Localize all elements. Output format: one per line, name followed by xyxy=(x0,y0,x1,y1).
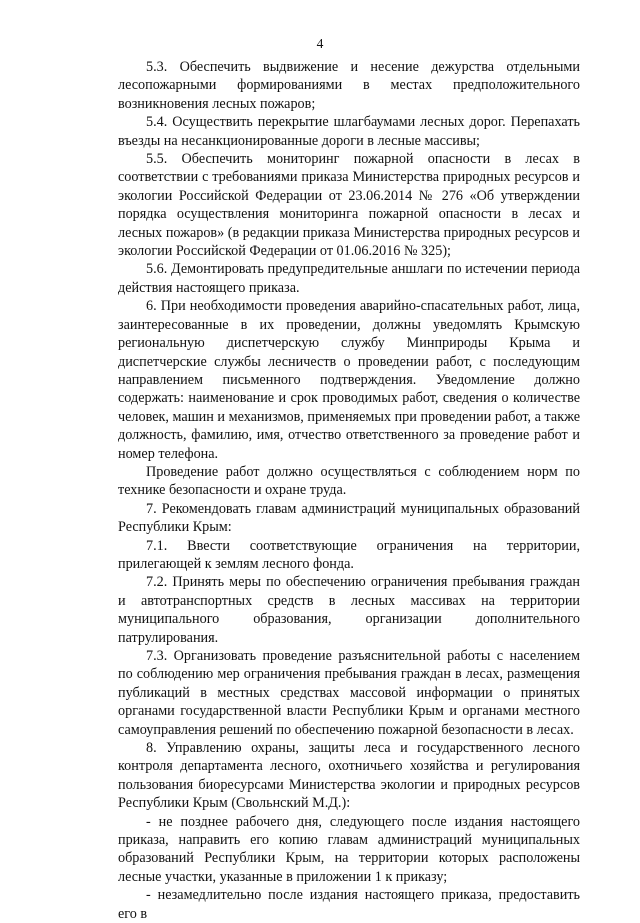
paragraph-safety: Проведение работ должно осуществляться с соблюдением норм по технике безопасности и охране труда. xyxy=(118,463,580,499)
paragraph-5-3: 5.3. Обеспечить выдвижение и несение дежурства отдельными лесопожарными формированиями в местах предположительного возникновения лесных пожаров; xyxy=(118,59,580,112)
paragraph-8-item-2: - незамедлительно после издания настоящего приказа, предоставить его в xyxy=(118,887,580,922)
paragraph-7-3: 7.3. Организовать проведение разъяснительной работы с населением по соблюдению мер ограничения пребывания граждан в лесах, размещения публикаций в местных средствах массовой информации о принятых органами государственной власти Республики Крым и органами местного самоуправления решений по обеспечению пожарной безопасности в лесах. xyxy=(118,648,580,738)
paragraph-5-6: 5.6. Демонтировать предупредительные аншлаги по истечении периода действия настоящего приказа. xyxy=(118,261,580,296)
paragraph-7: 7. Рекомендовать главам администраций муниципальных образований Республики Крым: xyxy=(118,500,580,536)
paragraph-8: 8. Управлению охраны, защиты леса и государственного лесного контроля департамента лесного, охотничьего хозяйства и регулирования пользования биоресурсами Министерства экологии и природных ресурсов Республики Крым (Свольнский М.Д.): xyxy=(118,740,580,812)
paragraph-6: 6. При необходимости проведения аварийно-спасательных работ, лица, заинтересованные в их проведении, должны уведомлять Крымскую региональную диспетчерскую службу Минприроды Крыма и диспетчерские службы лесничеств о проведении работ, с последующим направлением письменного подтверждения. Уведомление должно содержать: наименование и срок проводимых работ, сведения о количестве человек, машин и механизмов, применяемых при проведении работ, а также должность, фамилию, имя, отчество ответственного за проведение работ и номер телефона. xyxy=(118,298,580,462)
document-body xyxy=(118,58,580,923)
paragraph-7-2: 7.2. Принять меры по обеспечению ограничения пребывания граждан и автотранспортных средств в лесных массивах на территории муниципального образования, организации дополнительного патрулирования. xyxy=(118,574,580,646)
paragraph-8-item-1: - не позднее рабочего дня, следующего после издания настоящего приказа, направить его копию главам администраций муниципальных образований Республики Крым, на территории которых расположены лесные участки, указанные в приложении 1 к приказу; xyxy=(118,813,580,885)
page-number: 4 xyxy=(316,36,324,51)
paragraph-5-5: 5.5. Обеспечить мониторинг пожарной опасности в лесах в соответствии с требованиями приказа Министерства природных ресурсов и экологии Российской Федерации от 23.06.2014 № 276 «Об утверждении порядка осуществления мониторинга пожарной опасности в лесах и лесных пожаров» (в редакции приказа Министерства природных ресурсов и экологии Российской Федерации от 01.06.2016 № 325); xyxy=(118,151,580,260)
paragraph-5-4: 5.4. Осуществить перекрытие шлагбаумами лесных дорог. Перепахать въезды на несанкционированные дороги в лесные массивы; xyxy=(118,114,580,149)
paragraph-7-1: 7.1. Ввести соответствующие ограничения на территории, прилегающей к землям лесного фонда. xyxy=(118,537,580,572)
